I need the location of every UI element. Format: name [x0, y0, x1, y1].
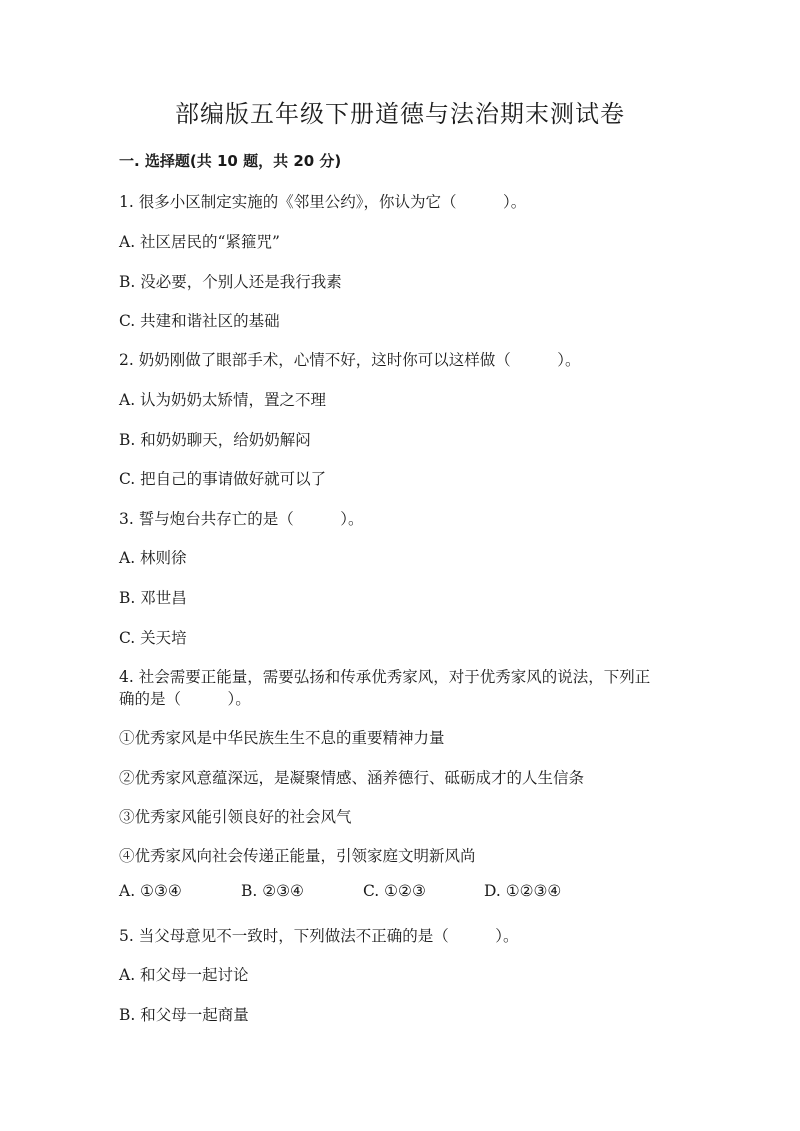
question-5-stem: 5. 当父母意见不一致时，下列做法不正确的是（ ）。 — [119, 927, 519, 945]
question-4-stem-line-1: 4. 社会需要正能量，需要弘扬和传承优秀家风，对于优秀家风的说法，下列正 — [119, 668, 651, 686]
question-4-stem-line-2: 确的是（ ）。 — [119, 690, 251, 708]
question-1-option-b: B. 没必要，个别人还是我行我素 — [119, 273, 342, 291]
question-4-statement-3: ③优秀家风能引领良好的社会风气 — [119, 808, 352, 826]
question-5-option-a: A. 和父母一起讨论 — [119, 966, 249, 984]
question-3-option-c: C. 关天培 — [119, 629, 187, 647]
question-3-option-b: B. 邓世昌 — [119, 589, 187, 607]
question-3-option-a: A. 林则徐 — [119, 549, 187, 567]
section-heading: 一. 选择题(共 10 题，共 20 分) — [119, 152, 342, 170]
question-1-option-c: C. 共建和谐社区的基础 — [119, 312, 280, 330]
question-2-stem: 2. 奶奶刚做了眼部手术，心情不好，这时你可以这样做（ ）。 — [119, 351, 581, 369]
question-4-statement-1: ①优秀家风是中华民族生生不息的重要精神力量 — [119, 729, 445, 747]
question-4-statement-2: ②优秀家风意蕴深远，是凝聚情感、涵养德行、砥砺成才的人生信条 — [119, 769, 585, 787]
question-1-stem: 1. 很多小区制定实施的《邻里公约》，你认为它（ ）。 — [119, 193, 527, 211]
question-4-option-b: B. ②③④ — [241, 882, 304, 900]
question-3-stem: 3. 誓与炮台共存亡的是（ ）。 — [119, 510, 364, 528]
question-4-option-a: A. ①③④ — [119, 882, 182, 900]
question-2-option-c: C. 把自己的事请做好就可以了 — [119, 470, 327, 488]
question-1-option-a: A. 社区居民的“紧箍咒” — [119, 233, 280, 251]
question-4-option-c: C. ①②③ — [363, 882, 426, 900]
question-4-statement-4: ④优秀家风向社会传递正能量，引领家庭文明新风尚 — [119, 847, 476, 865]
question-5-option-b: B. 和父母一起商量 — [119, 1006, 249, 1024]
question-2-option-b: B. 和奶奶聊天，给奶奶解闷 — [119, 431, 311, 449]
question-4-option-d: D. ①②③④ — [484, 882, 562, 900]
page-title: 部编版五年级下册道德与法治期末测试卷 — [175, 100, 625, 128]
question-2-option-a: A. 认为奶奶太矫情，置之不理 — [119, 391, 327, 409]
